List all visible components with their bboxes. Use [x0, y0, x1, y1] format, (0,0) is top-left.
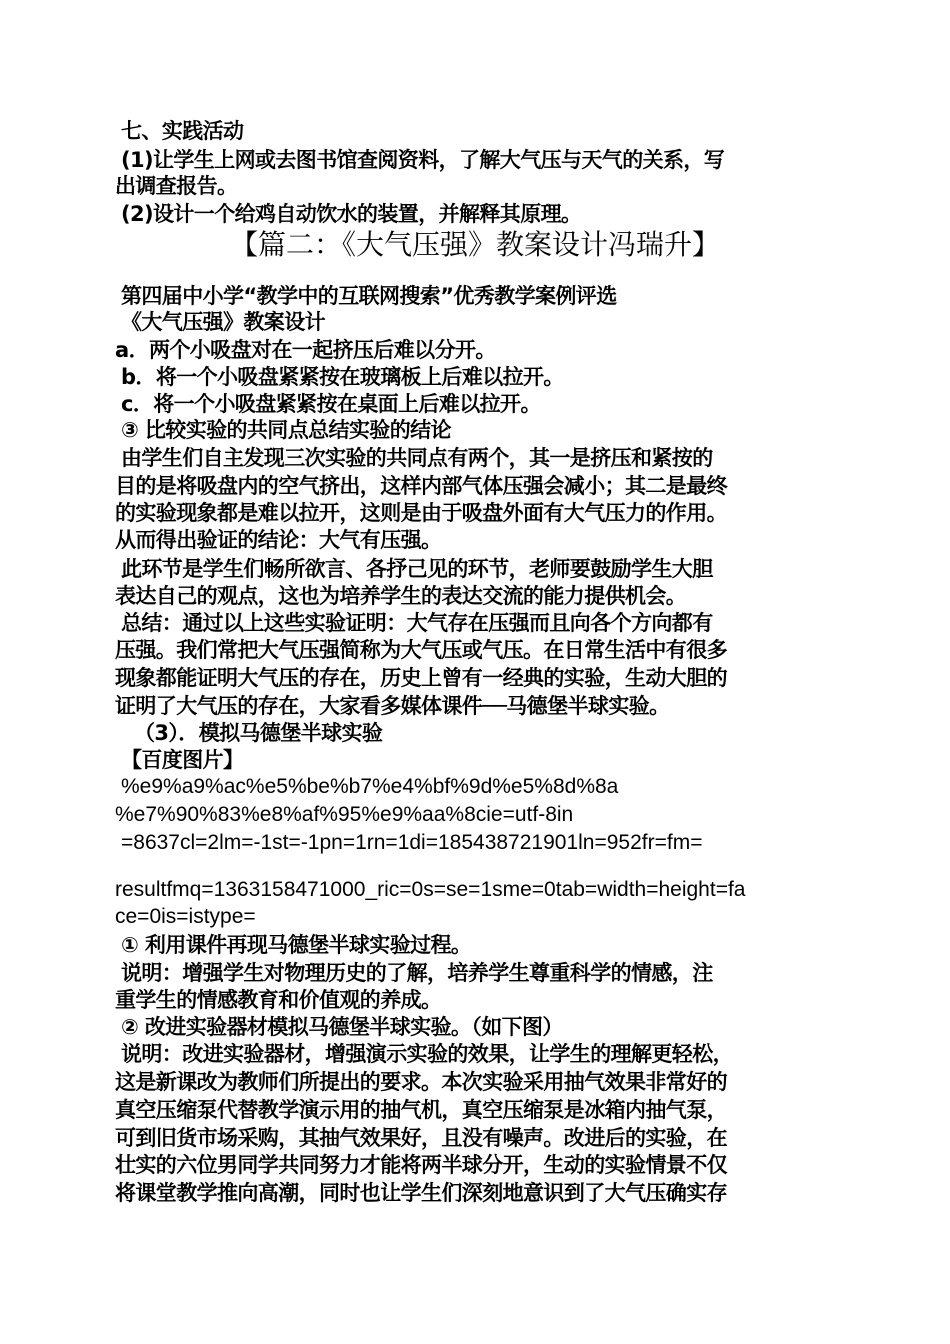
url-line: %e9%a9%ac%e5%be%b7%e4%bf%9d%e5%8d%8a	[121, 775, 619, 798]
text-line: （3）．模拟马德堡半球实验	[134, 721, 383, 745]
text-line: 真空压缩泵代替教学演示用的抽气机，真空压缩泵是冰箱内抽气泵，	[115, 1098, 727, 1122]
text-line: 证明了大气压的存在，大家看多媒体课件──马德堡半球实验。	[115, 694, 670, 718]
chapter-title: 【篇二：《大气压强》教案设计冯瑞升】	[229, 228, 720, 261]
text-line: (1)让学生上网或去图书馆查阅资料，了解大气压与天气的关系，写	[121, 148, 725, 172]
text-line: a．两个小吸盘对在一起挤压后难以分开。	[115, 338, 496, 362]
text-line: 此环节是学生们畅所欲言、各抒己见的环节，老师要鼓励学生大胆	[121, 557, 713, 581]
text-line: ① 利用课件再现马德堡半球实验过程。	[121, 933, 472, 957]
text-line: 这是新课改为教师们所提出的要求。本次实验采用抽气效果非常好的	[115, 1070, 727, 1094]
text-line: 现象都能证明大气压的存在，历史上曾有一经典的实验，生动大胆的	[115, 666, 727, 690]
text-line: 壮实的六位男同学共同努力才能将两半球分开，生动的实验情景不仅	[115, 1153, 727, 1177]
url-line: resultfmq=1363158471000_ric=0s=se=1sme=0tab=width=height=fa	[115, 878, 746, 901]
text-line: ③ 比较实验的共同点总结实验的结论	[121, 418, 451, 442]
section-heading: 七、实践活动	[121, 119, 244, 143]
text-line: c．将一个小吸盘紧紧按在桌面上后难以拉开。	[121, 392, 541, 416]
url-line: =8637cl=2lm=-1st=-1pn=1rn=1di=185438721901ln=952fr=fm=	[121, 831, 703, 854]
text-line: 将课堂教学推向高潮，同时也让学生们深刻地意识到了大气压确实存	[115, 1181, 727, 1205]
text-line: ② 改进实验器材模拟马德堡半球实验。（如下图）	[121, 1015, 563, 1039]
text-line: (2)设计一个给鸡自动饮水的装置，并解释其原理。	[121, 202, 582, 226]
url-line: %e7%90%83%e8%af%95%e9%aa%8cie=utf-8in	[115, 803, 574, 826]
text-line: b．将一个小吸盘紧紧按在玻璃板上后难以拉开。	[121, 365, 564, 389]
text-line: 的实验现象都是难以拉开，这则是由于吸盘外面有大气压力的作用。	[115, 501, 727, 525]
text-line: 第四届中小学“教学中的互联网搜索”优秀教学案例评选	[121, 284, 617, 308]
text-line: 说明：增强学生对物理历史的了解，培养学生尊重科学的情感，注	[121, 961, 713, 985]
url-line: ce=0is=istype=	[115, 905, 256, 928]
text-line: 由学生们自主发现三次实验的共同点有两个，其一是挤压和紧按的	[121, 446, 713, 470]
text-line: 表达自己的观点，这也为培养学生的表达交流的能力提供机会。	[115, 584, 687, 608]
text-line: 重学生的情感教育和价值观的养成。	[115, 988, 442, 1012]
text-line: 出调查报告。	[115, 174, 238, 198]
text-line: 总结：通过以上这些实验证明：大气存在压强而且向各个方向都有	[121, 611, 713, 635]
text-line: 可到旧货市场采购，其抽气效果好，且没有噪声。改进后的实验，在	[115, 1126, 727, 1150]
text-line: 压强。我们常把大气压强简称为大气压或气压。在日常生活中有很多	[115, 638, 727, 662]
text-line: 《大气压强》教案设计	[121, 310, 325, 334]
text-line: 【百度图片】	[121, 748, 244, 772]
text-line: 从而得出验证的结论：大气有压强。	[115, 528, 442, 552]
text-line: 说明：改进实验器材，增强演示实验的效果，让学生的理解更轻松，	[121, 1042, 733, 1066]
text-line: 目的是将吸盘内的空气挤出，这样内部气体压强会减小；其二是最终	[115, 474, 727, 498]
